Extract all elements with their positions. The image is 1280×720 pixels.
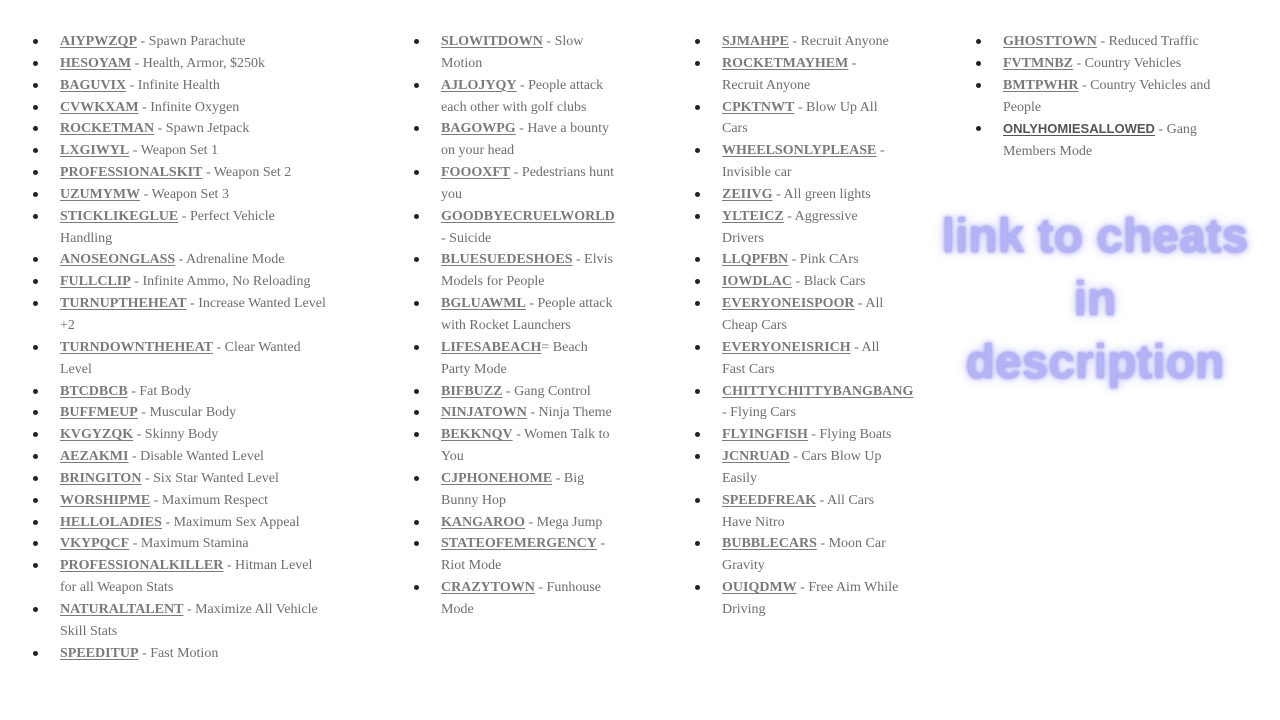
cheat-description: Fat Body	[139, 383, 192, 399]
cheat-description: Country Vehicles	[1084, 55, 1182, 71]
cheat-description: Flying Boats	[819, 427, 892, 443]
cheat-description: Riot Mode	[441, 558, 502, 574]
cheat-description: Increase Wanted Level +2	[60, 296, 326, 333]
cheat-description: All green lights	[783, 186, 871, 202]
cheat-separator: -	[178, 208, 190, 224]
cheat-description: All Fast Cars	[722, 339, 880, 377]
cheat-code-link[interactable]: BUFFMEUP	[60, 405, 138, 421]
cheat-description: Aggressive Drivers	[722, 208, 858, 246]
cheat-separator: -	[783, 208, 795, 224]
cheat-description: Spawn Jetpack	[165, 121, 250, 137]
cheat-item	[691, 249, 901, 271]
cheat-item	[410, 468, 615, 512]
cheat-code-link[interactable]: BLUESUEDESHOES	[441, 252, 573, 268]
cheat-list-column-2	[410, 31, 615, 621]
cheat-separator: -	[876, 143, 885, 159]
cheat-description: Gang Control	[514, 383, 591, 399]
cheat-item	[29, 162, 329, 184]
cheat-code-link[interactable]: EVERYONEISPOOR	[722, 296, 855, 312]
cheat-description: Elvis Models for People	[441, 252, 613, 290]
cheat-item	[410, 293, 615, 337]
cheat-separator: -	[128, 449, 141, 465]
cheat-separator: -	[129, 143, 141, 159]
cheat-item	[972, 118, 1232, 163]
cheat-separator: -	[515, 121, 528, 137]
cheat-code-link[interactable]: BRINGITON	[60, 470, 142, 486]
cheat-description: Country Vehicles and People	[1003, 77, 1211, 115]
cheat-code-link[interactable]: ZEIIVG	[722, 186, 773, 202]
cheat-description: Reduced Traffic	[1108, 34, 1199, 49]
cheat-code-link[interactable]: IOWDLAC	[722, 274, 793, 290]
cheat-code-link[interactable]: PROFESSIONALKILLER	[60, 558, 224, 574]
cheat-separator: -	[788, 252, 800, 268]
cheat-item	[29, 97, 329, 119]
cheat-description: Clear Wanted Level	[60, 339, 301, 377]
cheat-description: Suicide	[449, 230, 492, 246]
cheat-separator: -	[816, 536, 829, 552]
cheat-code-link[interactable]: PROFESSIONALSKIT	[60, 165, 203, 181]
cheat-item	[691, 424, 901, 446]
cheat-code-link[interactable]: AIYPWZQP	[60, 34, 137, 49]
cheat-description: Infinite Health	[137, 77, 220, 93]
cheat-code-link[interactable]: SPEEDFREAK	[722, 492, 817, 508]
cheat-separator: -	[202, 165, 214, 181]
cheat-description: Recruit Anyone	[722, 77, 811, 93]
cheat-separator: -	[1073, 55, 1085, 71]
cheat-item	[29, 468, 329, 490]
cheat-code-link[interactable]: KVGYZQK	[60, 427, 134, 443]
cheat-description: Cars Blow Up Easily	[722, 449, 882, 486]
cheat-code-link[interactable]: BMTPWHR	[1003, 77, 1079, 93]
cheat-separator: -	[1154, 122, 1167, 138]
cheat-description: Maximum Stamina	[140, 536, 249, 552]
cheat-code-link[interactable]: LXGIWYL	[60, 143, 130, 159]
cheat-separator: -	[1078, 77, 1091, 93]
cheat-code-link[interactable]: CJPHONEHOME	[441, 470, 553, 486]
cheat-item	[29, 75, 329, 97]
cheat-separator: -	[510, 165, 522, 181]
cheat-description: Skinny Body	[144, 427, 219, 443]
cheat-description: Maximum Respect	[161, 492, 269, 508]
cheat-item	[29, 337, 329, 381]
cheat-code-link[interactable]: OUIQDMW	[722, 580, 797, 596]
cheat-separator: -	[516, 77, 529, 93]
overlay-line: link to cheats	[941, 210, 1249, 263]
cheat-code-link[interactable]: CPKTNWT	[722, 99, 795, 115]
cheat-separator: -	[150, 492, 162, 508]
cheat-item	[691, 577, 901, 621]
cheat-separator: -	[502, 383, 515, 399]
overlay-caption	[910, 205, 1280, 394]
cheat-code-link[interactable]: UZUMYMW	[60, 186, 141, 202]
cheat-separator: -	[525, 514, 537, 530]
cheat-separator: -	[772, 186, 784, 202]
cheat-separator: -	[789, 449, 802, 465]
cheat-item	[29, 140, 329, 162]
cheat-separator: -	[131, 55, 143, 71]
cheat-item	[972, 53, 1232, 75]
cheat-code-link[interactable]: AJLOJYQY	[441, 77, 517, 93]
cheat-separator: -	[792, 274, 804, 290]
cheat-item	[691, 31, 901, 53]
cheat-separator: -	[525, 296, 538, 312]
cheat-item	[29, 424, 329, 446]
cheat-code-link[interactable]: AEZAKMI	[60, 449, 129, 465]
cheat-separator: -	[161, 514, 174, 530]
cheat-description: Muscular Body	[149, 405, 237, 421]
cheat-description: All Cars Have Nitro	[722, 492, 875, 530]
cheat-description: Big Bunny Hop	[441, 470, 585, 508]
cheat-code-link[interactable]: BIFBUZZ	[441, 383, 503, 399]
cheat-separator: -	[534, 580, 547, 596]
cheat-item	[29, 249, 329, 271]
cheat-item	[691, 293, 901, 337]
cheat-description: Fast Motion	[150, 645, 219, 661]
cheat-item	[29, 555, 329, 599]
cheat-code-link[interactable]: SPEEDITUP	[60, 645, 139, 661]
cheat-separator: -	[175, 252, 187, 268]
cheat-code-link[interactable]: CHITTYCHITTYBANGBANG	[722, 383, 914, 399]
cheat-item	[691, 490, 901, 534]
cheat-description: Adrenaline Mode	[186, 252, 285, 268]
cheat-code-link[interactable]: ROCKETMAYHEM	[722, 55, 849, 71]
cheat-code-link[interactable]: BAGUVIX	[60, 77, 127, 93]
cheat-description: Women Talk to You	[441, 427, 610, 465]
cheat-list-column-1	[29, 31, 329, 664]
cheat-code-link[interactable]: HELLOLADIES	[60, 514, 162, 530]
cheat-code-link[interactable]: ONLYHOMIESALLOWED	[1003, 121, 1155, 137]
cheat-separator: -	[138, 99, 151, 115]
cheat-description: Infinite Ammo, No Reloading	[142, 274, 311, 290]
cheat-item	[410, 424, 615, 468]
cheat-item	[410, 162, 615, 206]
cheat-description: Beach Party Mode	[441, 339, 588, 377]
cheat-item	[691, 533, 901, 577]
cheat-separator: -	[542, 34, 555, 49]
cheat-description: Gang Members Mode	[1003, 122, 1197, 160]
cheat-code-link[interactable]: NINJATOWN	[441, 405, 527, 421]
cheat-separator: -	[848, 55, 857, 71]
cheat-description: Maximum Sex Appeal	[173, 514, 300, 530]
cheat-item	[29, 381, 329, 403]
cheat-code-link[interactable]: STICKLIKEGLUE	[60, 208, 179, 224]
cheat-separator: -	[807, 427, 820, 443]
cheat-item	[410, 337, 615, 381]
overlay-line: in	[1073, 273, 1117, 326]
cheat-description: Disable Wanted Level	[140, 449, 264, 465]
cheat-code-link[interactable]: SJMAHPE	[722, 34, 789, 49]
cheat-code-link[interactable]: TURNUPTHEHEAT	[60, 296, 187, 312]
cheat-description: Pink CArs	[799, 252, 859, 268]
cheat-separator: -	[186, 296, 199, 312]
cheat-item	[691, 140, 901, 184]
cheat-description: All Cheap Cars	[722, 296, 884, 333]
cheat-code-link[interactable]: LLQPFBN	[722, 252, 789, 268]
cheat-separator: -	[130, 274, 143, 290]
cheat-description: Infinite Oxygen	[150, 99, 240, 115]
cheat-item	[410, 31, 615, 75]
cheat-item	[29, 490, 329, 512]
cheat-description: Pedestrians hunt you	[441, 165, 615, 202]
cheat-code-link[interactable]: CRAZYTOWN	[441, 580, 535, 596]
cheat-description: Have a bounty on your head	[441, 121, 609, 159]
cheat-item	[29, 31, 329, 53]
cheat-separator: -	[138, 645, 151, 661]
cheat-description: Blow Up All Cars	[722, 99, 878, 137]
cheat-description: Recruit Anyone	[800, 34, 889, 49]
cheat-code-link[interactable]: GOODBYECRUELWORLD	[441, 208, 615, 224]
cheat-item	[29, 512, 329, 534]
cheat-description: Ninja Theme	[538, 405, 612, 421]
cheat-item	[29, 643, 329, 665]
cheat-item	[410, 577, 615, 621]
cheat-item	[410, 381, 615, 403]
cheat-separator: -	[137, 34, 149, 49]
cheat-separator: -	[140, 186, 152, 202]
cheat-item	[691, 337, 901, 381]
cheat-separator: -	[154, 121, 166, 137]
cheat-item	[410, 249, 615, 293]
cheat-item	[691, 271, 901, 293]
cheat-item	[410, 512, 615, 534]
cheat-description: People attack each other with golf clubs	[441, 77, 604, 115]
cheat-item	[691, 381, 914, 425]
cheat-description: Free Aim While Driving	[722, 580, 899, 617]
cheat-separator: -	[141, 470, 154, 486]
cheat-separator: -	[212, 339, 225, 355]
cheat-separator: -	[816, 492, 828, 508]
cheat-description: Spawn Parachute	[148, 34, 246, 49]
cheat-separator: -	[722, 405, 731, 421]
cheat-separator: -	[526, 405, 539, 421]
cheat-item	[29, 118, 329, 140]
cheat-code-link[interactable]: LIFESABEACH	[441, 339, 542, 355]
cheat-code-link[interactable]: TURNDOWNTHEHEAT	[60, 339, 213, 355]
cheat-description: Weapon Set 1	[140, 143, 219, 159]
cheat-list-column-4	[972, 31, 1232, 163]
cheat-code-link[interactable]: EVERYONEISRICH	[722, 339, 851, 355]
cheat-item	[691, 97, 901, 141]
cheat-description: Funhouse Mode	[441, 580, 601, 617]
cheat-description: Slow Motion	[441, 34, 584, 71]
cheat-code-link[interactable]: CVWKXAM	[60, 99, 139, 115]
cheat-description: Moon Car Gravity	[722, 536, 886, 574]
cheat-code-link[interactable]: WORSHIPME	[60, 492, 151, 508]
cheat-separator: -	[129, 536, 141, 552]
cheat-separator: -	[126, 77, 138, 93]
cheat-separator: -	[183, 601, 196, 617]
cheat-code-link[interactable]: KANGAROO	[441, 514, 525, 530]
cheat-separator: -	[596, 536, 606, 552]
cheat-description: Six Star Wanted Level	[153, 470, 279, 486]
cheat-item	[972, 75, 1232, 119]
cheat-code-link[interactable]: JCNRUAD	[722, 449, 790, 465]
cheat-description: Maximize All Vehicle Skill Stats	[60, 601, 318, 639]
cheat-description: Black Cars	[803, 274, 866, 290]
cheat-item	[29, 599, 329, 643]
cheat-separator: -	[137, 405, 150, 421]
cheat-description: Flying Cars	[730, 405, 796, 421]
cheat-code-link[interactable]: STATEOFEMERGENCY	[441, 536, 597, 552]
cheat-item	[410, 75, 615, 119]
cheat-separator: -	[794, 99, 807, 115]
cheat-item	[691, 184, 901, 206]
cheat-separator: -	[127, 383, 140, 399]
cheat-code-link[interactable]: BGLUAWML	[441, 296, 526, 312]
cheat-code-link[interactable]: FOOOXFT	[441, 165, 511, 181]
cheat-item	[691, 53, 901, 97]
cheat-item	[29, 293, 329, 337]
cheat-description: Weapon Set 2	[213, 165, 292, 181]
cheat-code-link[interactable]: ANOSEONGLASS	[60, 252, 176, 268]
cheat-description: Mega Jump	[536, 514, 603, 530]
cheat-item	[691, 446, 901, 490]
cheat-list-column-3	[691, 31, 914, 621]
cheat-code-link[interactable]: FLYINGFISH	[722, 427, 808, 443]
cheat-separator: -	[1096, 34, 1109, 49]
cheat-description: People attack with Rocket Launchers	[441, 296, 613, 333]
cheat-code-link[interactable]: BEKKNQV	[441, 427, 513, 443]
cheat-code-link[interactable]: YLTEICZ	[722, 208, 784, 224]
cheat-separator: -	[223, 558, 236, 574]
cheat-code-link[interactable]: BUBBLECARS	[722, 536, 817, 552]
cheat-item	[410, 533, 615, 577]
cheat-item	[972, 31, 1232, 53]
cheat-code-link[interactable]: FVTMNBZ	[1003, 55, 1073, 71]
cheat-item	[29, 533, 329, 555]
cheat-separator: -	[572, 252, 585, 268]
cheat-item	[29, 184, 329, 206]
cheat-description: Invisible car	[722, 165, 792, 181]
cheat-item	[29, 402, 329, 424]
cheat-separator: -	[850, 339, 862, 355]
cheat-description: Hitman Level for all Weapon Stats	[60, 558, 313, 596]
cheat-code-link[interactable]: BAGOWPG	[441, 121, 516, 137]
cheat-item	[691, 206, 901, 250]
cheat-code-link[interactable]: GHOSTTOWN	[1003, 34, 1097, 49]
cheat-separator: -	[552, 470, 564, 486]
cheat-item	[29, 206, 329, 250]
overlay-line: description	[965, 336, 1225, 389]
cheat-item	[29, 53, 329, 75]
cheat-code-link[interactable]: HESOYAM	[60, 55, 132, 71]
cheat-item	[410, 118, 615, 162]
cheat-separator: -	[854, 296, 866, 312]
cheat-description: Perfect Vehicle Handling	[60, 208, 275, 246]
cheat-description: Weapon Set 3	[151, 186, 229, 202]
cheat-item	[29, 446, 329, 468]
cheat-code-link[interactable]: VKYPQCF	[60, 536, 130, 552]
cheat-separator: -	[441, 230, 450, 246]
cheat-description: Health, Armor, $250k	[142, 55, 266, 71]
cheat-code-link[interactable]: NATURALTALENT	[60, 601, 184, 617]
cheat-item	[29, 271, 329, 293]
cheat-separator: =	[541, 339, 553, 355]
cheat-item	[410, 206, 615, 250]
cheat-separator: -	[796, 580, 809, 596]
cheat-separator: -	[512, 427, 524, 443]
cheat-code-link[interactable]: ROCKETMAN	[60, 121, 155, 137]
cheat-separator: -	[788, 34, 801, 49]
cheat-code-link[interactable]: SLOWITDOWN	[441, 34, 543, 49]
cheat-code-link[interactable]: FULLCLIP	[60, 274, 131, 290]
cheat-separator: -	[133, 427, 145, 443]
cheat-code-link[interactable]: WHEELSONLYPLEASE	[722, 143, 877, 159]
cheat-item	[410, 402, 615, 424]
cheat-code-link[interactable]: BTCDBCB	[60, 383, 128, 399]
